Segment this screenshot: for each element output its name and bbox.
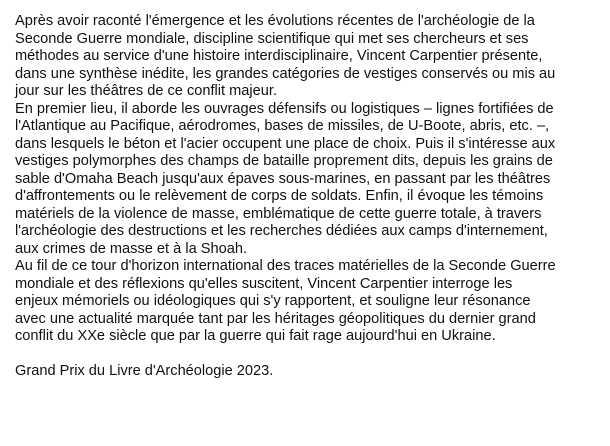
blank-line bbox=[15, 346, 610, 364]
text-line: enjeux mémoriels ou idéologiques qui s'y rapportent, et souligne leur résonance bbox=[15, 293, 531, 309]
text-line: Seconde Guerre mondiale, discipline scientifique qui met ses chercheurs et ses bbox=[15, 30, 529, 47]
text-line: Après avoir raconté l'émergence et les évolutions récentes de l'archéologie de la bbox=[15, 13, 535, 29]
text-line: mondiale et des réflexions qu'elles suscitent, Vincent Carpentier interroge les bbox=[15, 275, 513, 292]
text-line: jour sur les théâtres de ce conflit majeur. bbox=[15, 83, 278, 99]
text-line: aux crimes de masse et à la Shoah. bbox=[15, 240, 247, 257]
text-line: conflit du XXe siècle que par la guerre qui fait rage aujourd'hui en Ukraine. bbox=[15, 328, 496, 344]
text-line: matériels de la violence de masse, emblématique de cette guerre totale, à travers bbox=[15, 205, 542, 222]
award-text: Grand Prix du Livre d'Archéologie 2023. bbox=[15, 363, 274, 379]
text-line: dans lesquels le béton et l'acier occupent une place de choix. Puis il s'intéresse aux bbox=[15, 135, 556, 152]
text-line: Au fil de ce tour d'horizon international des traces matérielles de la Seconde Guerre bbox=[15, 258, 556, 274]
text-line: dans une synthèse inédite, les grandes catégories de vestiges conservés ou mis au bbox=[15, 65, 556, 82]
text-line: vestiges polymorphes des champs de bataille proprement dits, depuis les grains de bbox=[15, 153, 553, 169]
text-line: l'Atlantique au Pacifique, aérodromes, bases de missiles, de U-Boote, abris, etc. –, bbox=[15, 118, 550, 134]
paragraph-conclusion bbox=[15, 258, 605, 346]
paragraph-structures bbox=[15, 101, 605, 259]
text-line: méthodes au service d'une histoire interdisciplinaire, Vincent Carpentier présente, bbox=[15, 48, 543, 64]
text-line: En premier lieu, il aborde les ouvrages défensifs ou logistiques – lignes fortifiées de bbox=[15, 100, 554, 117]
award-line bbox=[15, 363, 605, 381]
paragraph-intro bbox=[15, 13, 605, 101]
text-line: l'archéologie des destructions et les recherches dédiées aux camps d'internement, bbox=[15, 223, 548, 239]
text-line: avec une actualité marquée tant par les héritages géopolitiques du dernier grand bbox=[15, 310, 536, 327]
text-line: sable d'Omaha Beach jusqu'aux épaves sous-marines, en passant par les théâtres bbox=[15, 170, 551, 187]
text-line: d'affrontements ou le relèvement de corps de soldats. Enfin, il évoque les témoins bbox=[15, 188, 544, 204]
